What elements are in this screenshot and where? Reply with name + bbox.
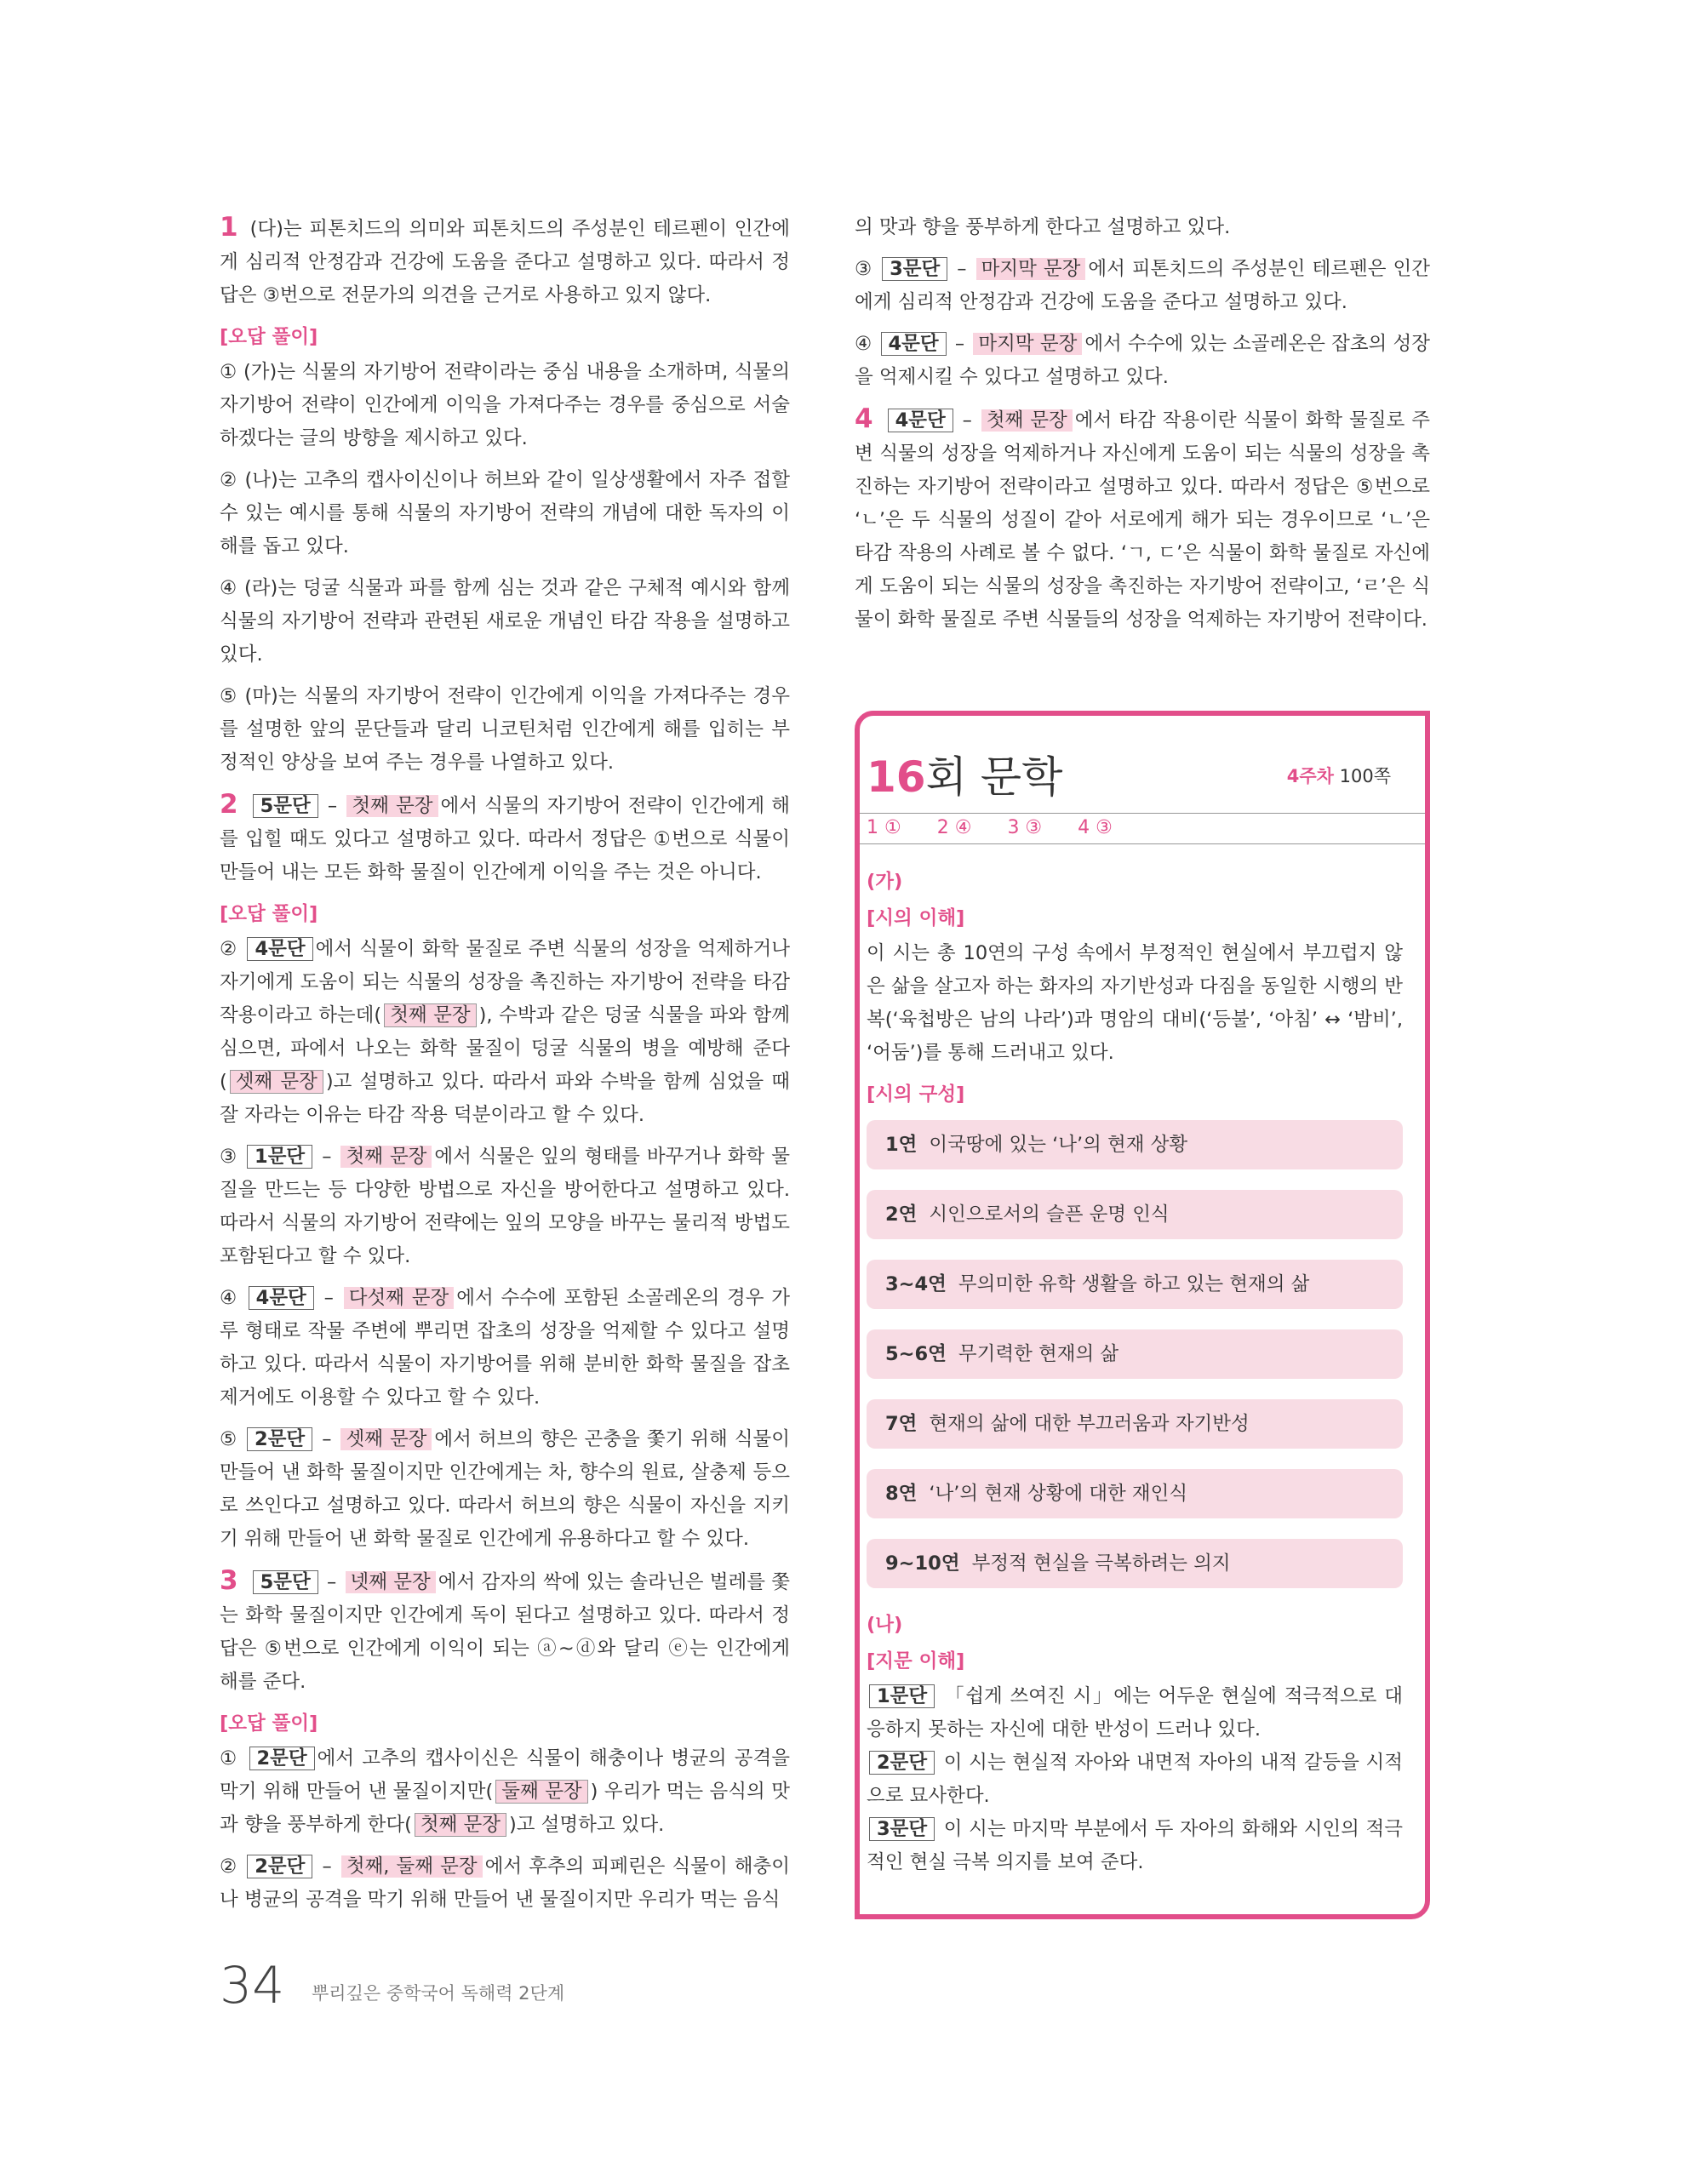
panel-title-text: 회 문학 xyxy=(925,752,1063,802)
q1-wrong-head: [오답 풀이] xyxy=(220,326,318,348)
q3-number: 3 xyxy=(220,1565,238,1596)
q2-tag: 5문단 xyxy=(253,794,318,818)
row-value: 무기력한 현재의 삶 xyxy=(958,1343,1119,1365)
q3-i3-text: 에서 피톤치드의 주성분인 테르펜은 인간에게 심리적 안정감과 건강에 도움을 준다고 설명하고 있다. xyxy=(855,258,1431,313)
struct-row xyxy=(867,1120,1403,1169)
q3-i1-hl2: 첫째 문장 xyxy=(415,1813,506,1837)
q3-item-2: ② 2문단 – 첫째, 둘째 문장 에서 후추의 피페린은 식물이 해충이나 병균의 공격을 막기 위해 만들어 낸 물질이지만 우리가 먹는 음식 xyxy=(220,1855,791,1911)
q3-i3-pre: ③ xyxy=(855,258,873,280)
q4-paragraph: 4 4문단 – 첫째 문장 에서 타감 작용이란 식물이 화학 물질로 주변 식물의 성장을 억제하거나 자신에게 도움이 되는 식물의 성장을 촉진하는 자기방어 전략이라고 설명하고 있다. 따라서 정답은 ⑤번으로 ‘ㄴ’은 두 식물의 성질이 같아 서로에게 해가 되는 경우이므로 ‘ㄴ’은 타감 작용의 사례로 볼 수 없다. ‘ㄱ, ㄷ’은 식물이 화학 물질로 자신에게 도움이 되는 식물의 성장을 촉진하는 자기방어 전략이고, ‘ㄹ’은 식물이 화학 물질로 주변 식물들의 성장을 억제하는 자기방어 전략이다. xyxy=(855,403,1430,631)
panel-title-number: 16 xyxy=(867,752,926,802)
left-column xyxy=(220,211,790,1925)
lesson-16-panel xyxy=(855,711,1430,1919)
q2-i5-tag: 2문단 xyxy=(247,1427,312,1451)
q2-i5-pre: ⑤ xyxy=(220,1428,238,1450)
panel-week-label: 4주차 xyxy=(1286,766,1334,786)
q2-i2-b: ), 수박과 같은 덩굴 식물을 파와 함께 심으면, 파에서 나오는 화학 물질이 덩굴 식물의 병을 예방해 준다( xyxy=(220,1004,791,1093)
struct-row xyxy=(867,1399,1403,1449)
q2-item-4: ④ 4문단 – 다섯째 문장 에서 수수에 포함된 소골레온의 경우 가루 형태로 작물 주변에 뿌리면 잡초의 성장을 억제할 수 있다고 설명하고 있다. 따라서 식물이 자기방어를 위해 분비한 화학 물질을 잡초 제거에도 이용할 수 있다고 할 수 있다. xyxy=(220,1287,791,1409)
q2-item-2 xyxy=(220,933,790,1132)
q3-i1-hl1: 둘째 문장 xyxy=(495,1780,587,1804)
panel-answers xyxy=(867,813,1113,843)
q3-highlight: 넷째 문장 xyxy=(346,1571,436,1593)
p3-text: 이 시는 마지막 부분에서 두 자아의 화해와 시인의 적극적인 현실 극복 의지를 보여 준다. xyxy=(867,1818,1404,1873)
row-key: 8연 xyxy=(885,1483,918,1505)
q2-number: 2 xyxy=(220,789,238,820)
q1-paragraph xyxy=(220,211,790,312)
panel-body xyxy=(867,862,1403,1879)
row-key: 3~4연 xyxy=(885,1273,947,1295)
q3-i4-pre: ④ xyxy=(855,333,872,355)
q2-i3-pre: ③ xyxy=(220,1146,238,1168)
q2-i2-pre: ② xyxy=(220,938,238,960)
q2-i5-text: 에서 허브의 향은 곤충을 쫓기 위해 식물이 만들어 낸 화학 물질이지만 인간에게는 차, 향수의 원료, 살충제 등으로 쓰인다고 설명하고 있다. 따라서 허브의 향은 식물이 자신을 지키기 위해 만들어 낸 화학 물질로 인간에게 유용하다고 할 수 있다. xyxy=(220,1428,790,1550)
q2-i2-c: )고 설명하고 있다. 따라서 파와 수박을 함께 심었을 때 잘 자라는 이유는 타감 작용 덕분이라고 할 수 있다. xyxy=(220,1071,790,1126)
q3-i3-tag: 3문단 xyxy=(882,257,947,281)
answer-4: 4 ③ xyxy=(1078,817,1113,838)
q2-i4-tag: 4문단 xyxy=(249,1286,314,1310)
q3-i4-text: 에서 수수에 있는 소골레온은 잡초의 성장을 억제시킬 수 있다고 설명하고 있다. xyxy=(855,333,1431,388)
q2-text: 에서 식물의 자기방어 전략이 인간에게 해를 입힐 때도 있다고 설명하고 있다. 따라서 정답은 ①번으로 식물이 만들어 내는 모든 화학 물질이 인간에게 이익을 주는 것은 아니다. xyxy=(220,795,790,883)
q1-item-2: ② (나)는 고추의 캡사이신이나 허브와 같이 일상생활에서 자주 접할 수 있는 예시를 통해 식물의 자기방어 전략의 개념에 대한 독자의 이해를 돕고 있다. xyxy=(220,469,790,557)
answer-3: 3 ③ xyxy=(1007,817,1043,838)
row-key: 2연 xyxy=(885,1203,918,1226)
answer-2: 2 ④ xyxy=(936,817,972,838)
q3-i3-hl: 마지막 문장 xyxy=(976,258,1086,280)
answer-1: 1 ① xyxy=(867,817,901,838)
q2-i2-a: 에서 식물이 화학 물질로 주변 식물의 성장을 억제하거나 자기에게 도움이 되는 식물의 성장을 촉진하는 자기방어 전략을 타감 작용이라고 하는데( xyxy=(220,938,790,1026)
struct-row xyxy=(867,1539,1403,1588)
text-para-1 xyxy=(867,1680,1403,1747)
book-title: 뿌리깊은 중학국어 독해력 2단계 xyxy=(312,1983,565,2004)
q1-item-5: ⑤ (마)는 식물의 자기방어 전략이 인간에게 이익을 가져다주는 경우를 설명한 앞의 문단들과 달리 니코틴처럼 인간에게 해를 입히는 부정적인 양상을 보여 주는 경우를 나열하고 있다. xyxy=(220,685,790,774)
q3-i1-b: ) 우리가 먹는 음식의 맛과 향을 풍부하게 한다( xyxy=(220,1781,790,1836)
q3-paragraph: 3 5문단 – 넷째 문장 에서 감자의 싹에 있는 솔라닌은 벌레를 쫓는 화학 물질이지만 인간에게 독이 된다고 설명하고 있다. 따라서 정답은 ⑤번으로 인간에게 이익이 되는 ⓐ~ⓓ와 달리 ⓔ는 인간에게 해를 준다. xyxy=(220,1565,790,1693)
right-column xyxy=(855,211,1430,645)
text-para-2 xyxy=(867,1747,1403,1813)
row-key: 5~6연 xyxy=(885,1343,947,1365)
q2-wrong-head: [오답 풀이] xyxy=(220,903,318,925)
q4-tag: 4문단 xyxy=(888,409,953,432)
row-key: 9~10연 xyxy=(885,1552,960,1575)
q2-highlight: 첫째 문장 xyxy=(346,795,438,817)
row-value: 부정적 현실을 극복하려는 의지 xyxy=(971,1552,1231,1575)
q1-item-1: ① (가)는 식물의 자기방어 전략이라는 중심 내용을 소개하며, 식물의 자기방어 전략이 인간에게 이익을 가져다주는 경우를 중심으로 서술하겠다는 글의 방향을 제시하고 있다. xyxy=(220,361,790,449)
q2-i5-hl: 셋째 문장 xyxy=(340,1428,432,1450)
panel-week xyxy=(1287,763,1391,788)
poem-text: 이 시는 총 10연의 구성 속에서 부정적인 현실에서 부끄럽지 않은 삶을 살고자 하는 화자의 자기반성과 다짐을 동일한 시행의 반복(‘육첩방은 남의 나라’)과 명암의 대비(‘등불’, ‘아침’ ↔ ‘밤비’, ‘어둠’)를 통해 드러내고 있다. xyxy=(867,942,1403,1064)
q3-item-3: ③ 3문단 – 마지막 문장 에서 피톤치드의 주성분인 테르펜은 인간에게 심리적 안정감과 건강에 도움을 준다고 설명하고 있다. xyxy=(855,258,1431,313)
p2-tag: 2문단 xyxy=(869,1751,935,1775)
row-value: 시인으로서의 슬픈 운명 인식 xyxy=(929,1203,1170,1226)
q2-i4-pre: ④ xyxy=(220,1287,238,1309)
p2-text: 이 시는 현실적 자아와 내면적 자아의 내적 갈등을 시적으로 묘사한다. xyxy=(867,1752,1404,1807)
right-continuation: 의 맛과 향을 풍부하게 한다고 설명하고 있다. xyxy=(855,216,1231,238)
q4-number: 4 xyxy=(855,403,873,434)
q1-text: (다)는 피톤치드의 의미와 피톤치드의 주성분인 테르펜이 인간에게 심리적 안정감과 건강에 도움을 준다고 설명하고 있다. 따라서 정답은 ③번으로 전문가의 의견을 근거로 사용하고 있지 않다. xyxy=(220,218,790,306)
q3-i1-a: 에서 고추의 캡사이신은 식물이 해충이나 병균의 공격을 막기 위해 만들어 낸 물질이지만( xyxy=(220,1747,791,1803)
q2-item-5: ⑤ 2문단 – 셋째 문장 에서 허브의 향은 곤충을 쫓기 위해 식물이 만들어 낸 화학 물질이지만 인간에게는 차, 향수의 원료, 살충제 등으로 쓰인다고 설명하고 있다. 따라서 허브의 향은 식물이 자신을 지키기 위해 만들어 낸 화학 물질로 인간에게 유용하다고 할 수 있다. xyxy=(220,1428,790,1550)
q2-i4-text: 에서 수수에 포함된 소골레온의 경우 가루 형태로 작물 주변에 뿌리면 잡초의 성장을 억제할 수 있다고 설명하고 있다. 따라서 식물이 자기방어를 위해 분비한 화학 물질을 잡초 제거에도 이용할 수 있다고 할 수 있다. xyxy=(220,1287,791,1409)
q2-dash: – xyxy=(327,795,338,817)
q2-i4-hl: 다섯째 문장 xyxy=(344,1287,455,1309)
q2-item-3: ③ 1문단 – 첫째 문장 에서 식물은 잎의 형태를 바꾸거나 화학 물질을 만드는 등 다양한 방법으로 자신을 방어한다고 설명하고 있다. 따라서 식물의 자기방어 전략에는 잎의 모양을 바꾸는 물리적 방법도 포함된다고 할 수 있다. xyxy=(220,1146,790,1267)
text-para-3 xyxy=(867,1813,1403,1879)
row-value: ‘나’의 현재 상황에 대한 재인식 xyxy=(929,1483,1188,1505)
q3-i2-hl: 첫째, 둘째 문장 xyxy=(341,1855,483,1878)
page-number: 34 xyxy=(220,1956,285,2015)
row-value: 현재의 삶에 대한 부끄러움과 자기반성 xyxy=(929,1413,1250,1435)
struct-head: [시의 구성] xyxy=(867,1083,965,1106)
panel-page-ref: 100쪽 xyxy=(1339,766,1391,786)
q3-i1-pre: ① xyxy=(220,1747,239,1769)
q4-highlight: 첫째 문장 xyxy=(981,409,1073,432)
q2-i3-hl: 첫째 문장 xyxy=(340,1146,432,1168)
q3-item-4: ④ 4문단 – 마지막 문장 에서 수수에 있는 소골레온은 잡초의 성장을 억제시킬 수 있다고 설명하고 있다. xyxy=(855,333,1431,388)
q3-i4-hl: 마지막 문장 xyxy=(973,333,1082,355)
p3-tag: 3문단 xyxy=(869,1817,935,1841)
q3-tag: 5문단 xyxy=(253,1570,318,1594)
panel-title xyxy=(867,743,1062,804)
q3-i2-tag: 2문단 xyxy=(247,1855,312,1878)
q1-item-4: ④ (라)는 덩굴 식물과 파를 함께 심는 것과 같은 구체적 예시와 함께 식물의 자기방어 전략과 관련된 새로운 개념인 타감 작용을 설명하고 있다. xyxy=(220,577,790,666)
panel-divider-bottom xyxy=(860,843,1425,844)
row-key: 1연 xyxy=(885,1134,918,1156)
q3-i2-pre: ② xyxy=(220,1855,238,1878)
q3-item-1 xyxy=(220,1742,790,1842)
text-head: [지문 이해] xyxy=(867,1650,965,1672)
q3-i1-c: )고 설명하고 있다. xyxy=(508,1814,665,1836)
p1-text: 「쉽게 쓰여진 시」에는 어두운 현실에 적극적으로 대응하지 못하는 자신에 대한 반성이 드러나 있다. xyxy=(867,1685,1403,1741)
struct-row xyxy=(867,1190,1403,1239)
struct-row xyxy=(867,1469,1403,1518)
q2-i3-text: 에서 식물은 잎의 형태를 바꾸거나 화학 물질을 만드는 등 다양한 방법으로 자신을 방어한다고 설명하고 있다. 따라서 식물의 자기방어 전략에는 잎의 모양을 바꾸는 물리적 방법도 포함된다고 할 수 있다. xyxy=(220,1146,790,1267)
p1-tag: 1문단 xyxy=(869,1684,935,1708)
q4-text: 에서 타감 작용이란 식물이 화학 물질로 주변 식물의 성장을 억제하거나 자신에게 도움이 되는 식물의 성장을 촉진하는 자기방어 전략이라고 설명하고 있다. 따라서 정답은 ⑤번으로 ‘ㄴ’은 두 식물의 성질이 같아 서로에게 해가 되는 경우이므로 ‘ㄴ’은 타감 작용의 사례로 볼 수 없다. ‘ㄱ, ㄷ’은 식물이 화학 물질로 자신에게 도움이 되는 식물의 성장을 촉진하는 자기방어 전략이고, ‘ㄹ’은 식물이 화학 물질로 주변 식물들의 성장을 억제하는 자기방어 전략이다. xyxy=(855,409,1430,631)
q2-i2-tag: 4문단 xyxy=(247,937,312,961)
struct-row xyxy=(867,1260,1403,1309)
struct-row xyxy=(867,1329,1403,1379)
row-key: 7연 xyxy=(885,1413,918,1435)
section-na: (나) xyxy=(867,1614,903,1636)
q3-i1-tag: 2문단 xyxy=(249,1747,315,1770)
q2-paragraph xyxy=(220,788,790,889)
poem-head: [시의 이해] xyxy=(867,907,965,929)
q2-i3-tag: 1문단 xyxy=(247,1145,312,1169)
q3-text: 에서 감자의 싹에 있는 솔라닌은 벌레를 쫓는 화학 물질이지만 인간에게 독이 된다고 설명하고 있다. 따라서 정답은 ⑤번으로 인간에게 이익이 되는 ⓐ~ⓓ와 달리 ⓔ는 인간에게 해를 준다. xyxy=(220,1571,790,1693)
q1-number: 1 xyxy=(220,212,238,243)
q3-i2-text: 에서 후추의 피페린은 식물이 해충이나 병균의 공격을 막기 위해 만들어 낸 물질이지만 우리가 먹는 음식 xyxy=(220,1855,791,1911)
q3-wrong-head: [오답 풀이] xyxy=(220,1712,318,1735)
q2-i2-hl1: 첫째 문장 xyxy=(384,1003,476,1027)
section-ga: (가) xyxy=(867,871,903,893)
q3-i4-tag: 4문단 xyxy=(881,332,947,356)
row-value: 무의미한 유학 생활을 하고 있는 현재의 삶 xyxy=(958,1273,1310,1295)
q2-i2-hl2: 셋째 문장 xyxy=(230,1070,323,1094)
row-value: 이국땅에 있는 ‘나’의 현재 상황 xyxy=(929,1134,1188,1156)
